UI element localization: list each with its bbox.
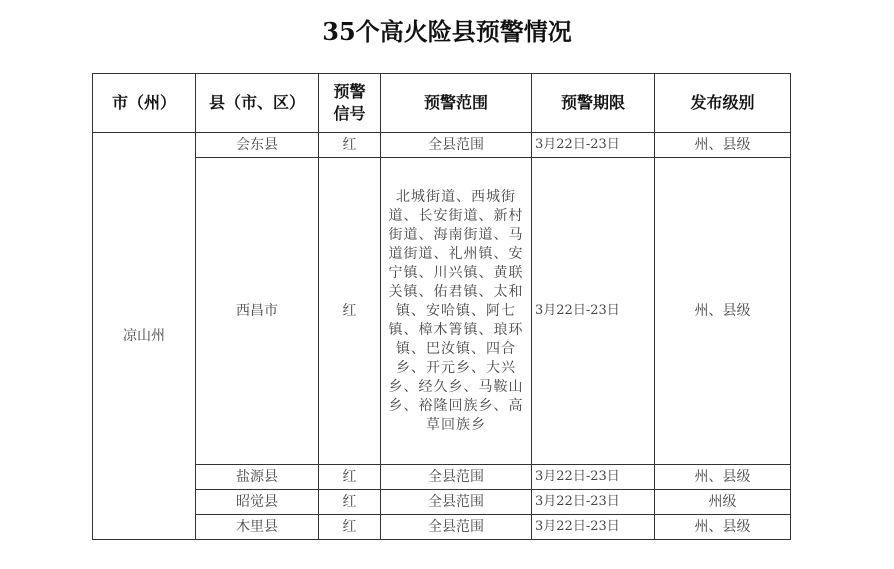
header-county: 县（市、区）	[196, 74, 319, 133]
city-cell: 凉山州	[93, 133, 196, 540]
table-row	[93, 133, 791, 158]
header-row	[93, 74, 791, 133]
range-cell: 全县范围	[381, 515, 532, 540]
table-row	[93, 515, 791, 540]
county-cell: 木里县	[196, 515, 319, 540]
range-cell: 北城街道、西城街道、长安街道、新村街道、海南街道、马道街道、礼州镇、安宁镇、川兴镇、黄联关镇、佑君镇、太和镇、安哈镇、阿七镇、樟木箐镇、琅环镇、巴汝镇、四合乡、开元乡、大兴乡、经久乡、马鞍山乡、裕隆回族乡、高草回族乡	[381, 158, 532, 465]
period-cell: 3月22日-23日	[532, 133, 655, 158]
county-cell: 西昌市	[196, 158, 319, 465]
signal-cell: 红	[319, 515, 381, 540]
period-cell: 3月22日-23日	[532, 465, 655, 490]
county-cell: 盐源县	[196, 465, 319, 490]
period-cell: 3月22日-23日	[532, 158, 655, 465]
level-cell: 州、县级	[655, 158, 791, 465]
period-cell: 3月22日-23日	[532, 490, 655, 515]
header-range: 预警范围	[381, 74, 532, 133]
signal-cell: 红	[319, 465, 381, 490]
warning-table	[92, 73, 791, 540]
header-level: 发布级别	[655, 74, 791, 133]
table-row	[93, 465, 791, 490]
table-row	[93, 158, 791, 465]
level-cell: 州、县级	[655, 465, 791, 490]
level-cell: 州级	[655, 490, 791, 515]
signal-cell: 红	[319, 158, 381, 465]
county-cell: 昭觉县	[196, 490, 319, 515]
range-cell: 全县范围	[381, 490, 532, 515]
level-cell: 州、县级	[655, 133, 791, 158]
range-cell: 全县范围	[381, 133, 532, 158]
page-title: 35个高火险县预警情况	[322, 17, 572, 46]
header-city: 市（州）	[93, 74, 196, 133]
period-cell: 3月22日-23日	[532, 515, 655, 540]
range-cell: 全县范围	[381, 465, 532, 490]
level-cell: 州、县级	[655, 515, 791, 540]
header-signal: 预警信号	[319, 74, 381, 133]
table-row	[93, 490, 791, 515]
signal-cell: 红	[319, 490, 381, 515]
county-cell: 会东县	[196, 133, 319, 158]
signal-cell: 红	[319, 133, 381, 158]
header-period: 预警期限	[532, 74, 655, 133]
